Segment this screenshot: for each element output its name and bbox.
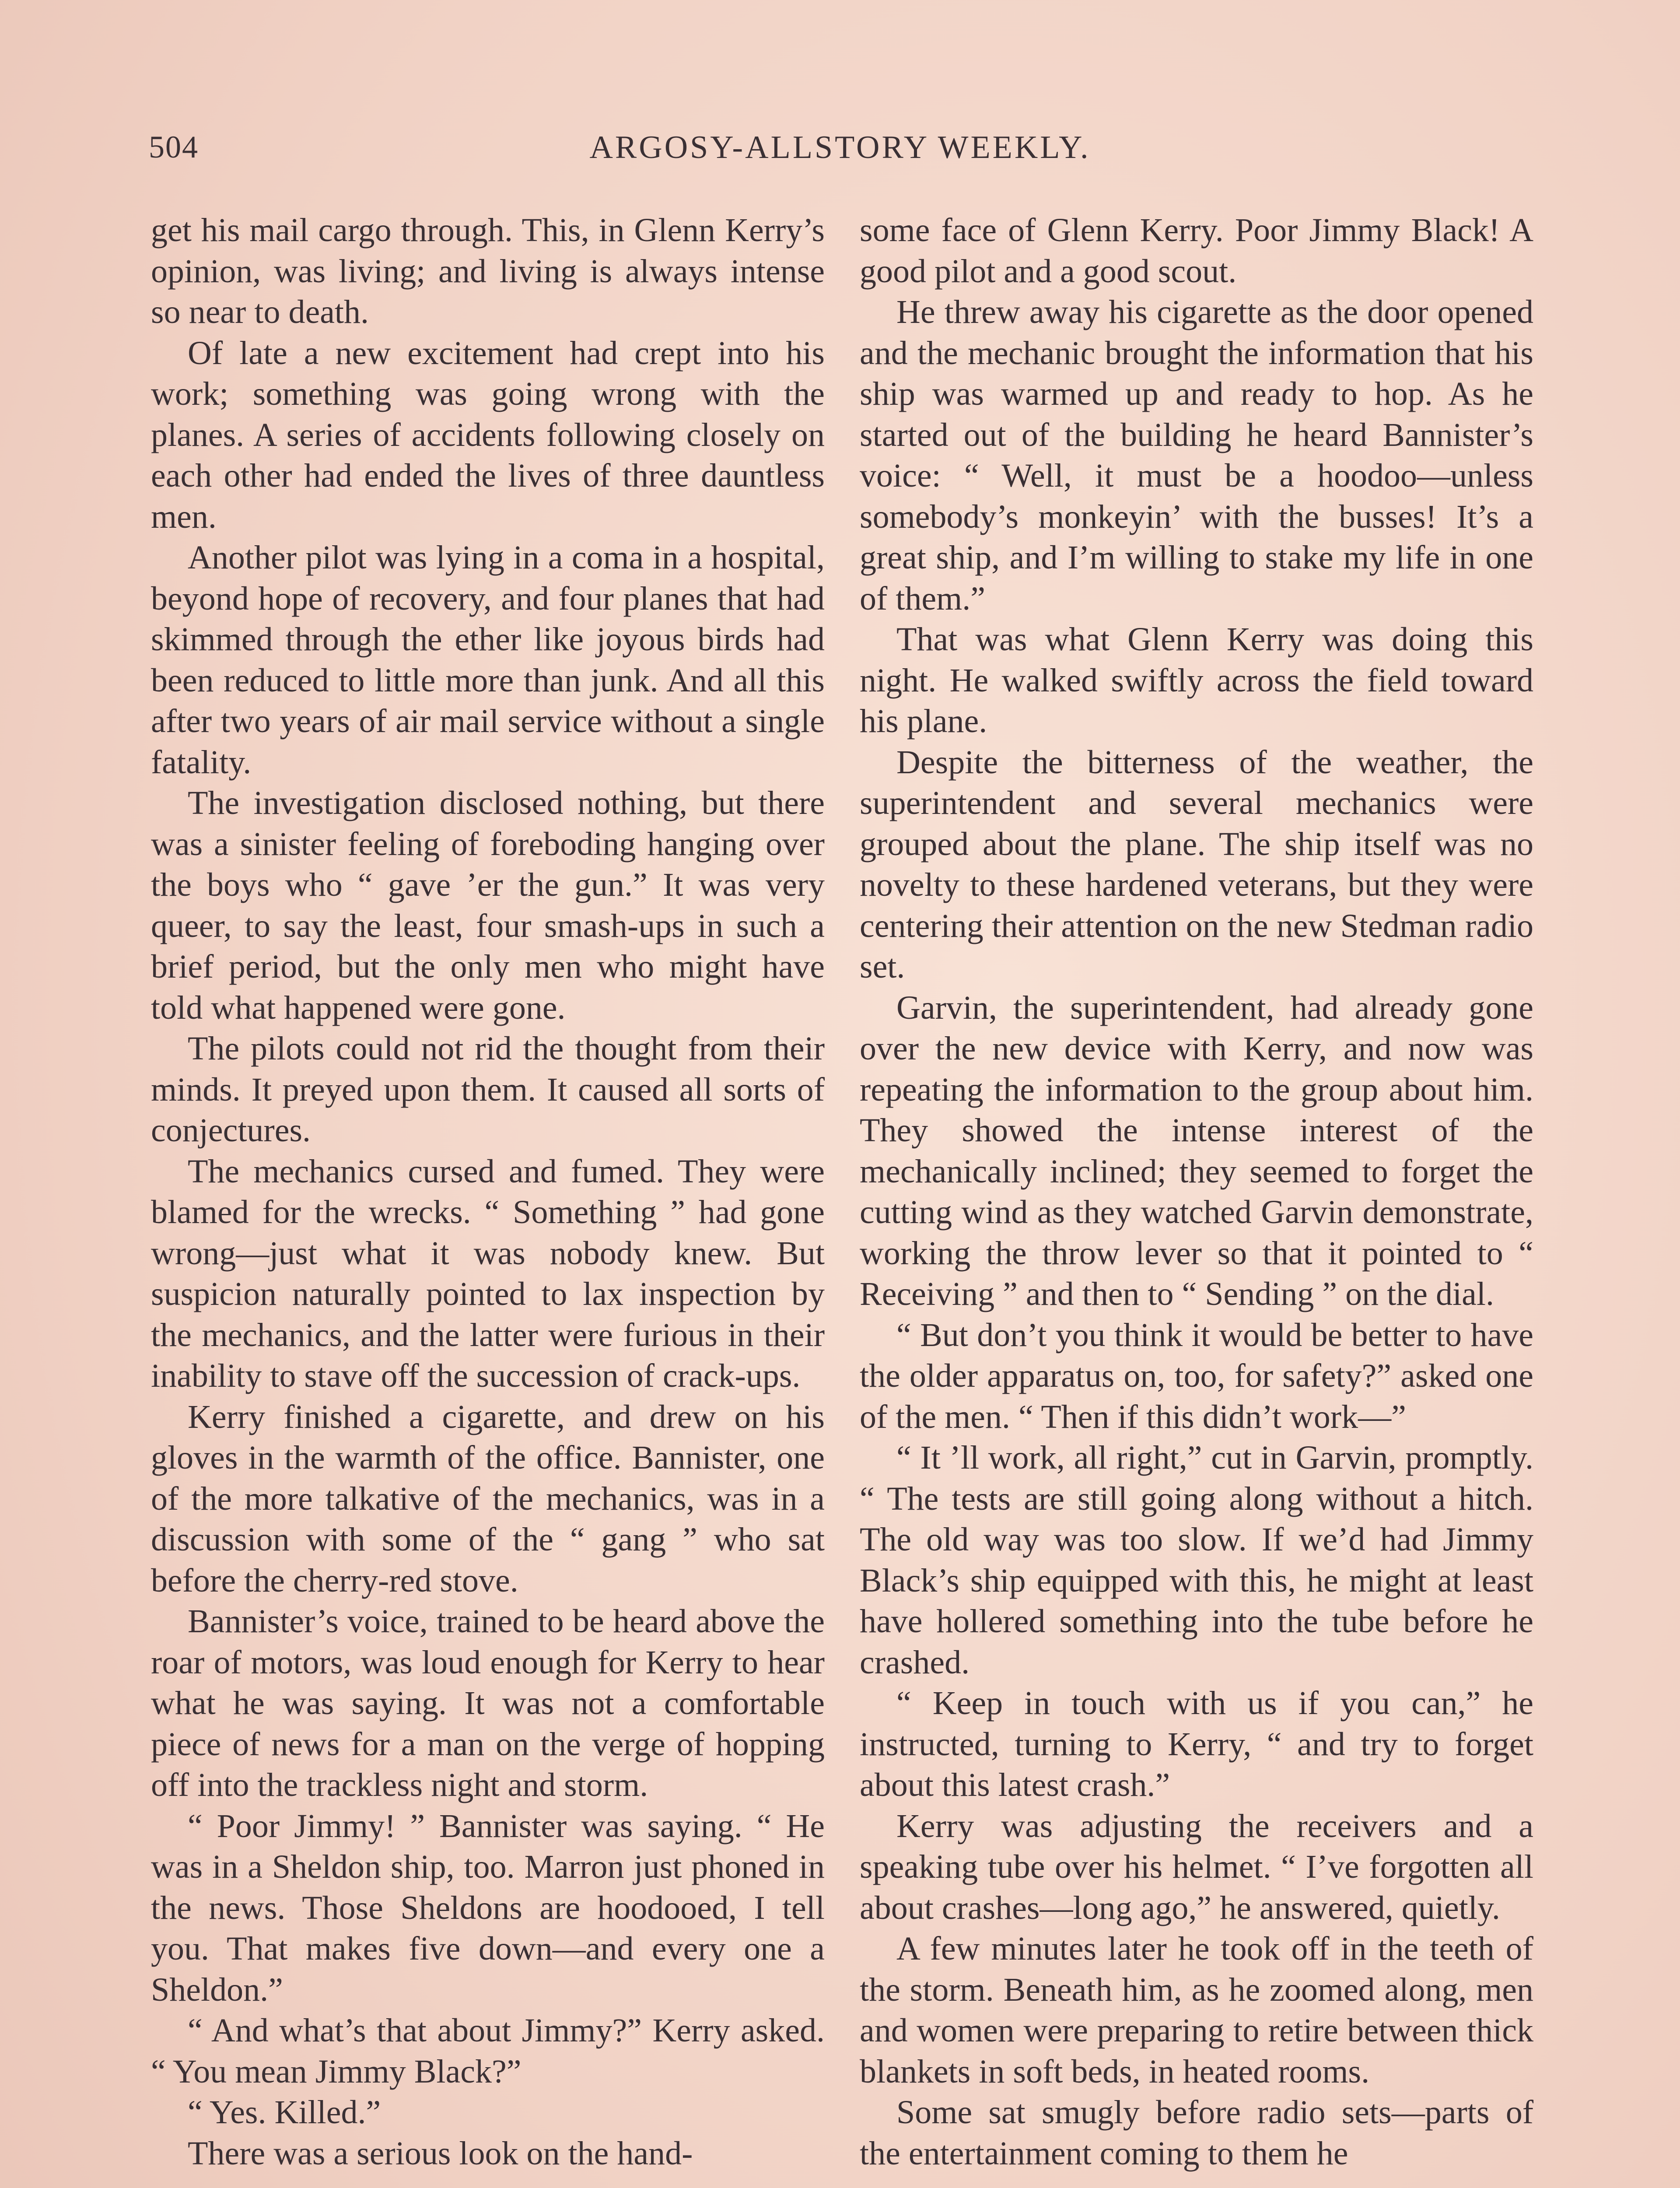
paragraph: get his mail cargo through. This, in Glenn Kerry’s opinion, was living; and living is always intense so near to death. xyxy=(151,212,825,330)
paragraph: The pilots could not rid the thought from their minds. It preyed upon them. It caused all sorts of conjectures. xyxy=(151,1030,825,1149)
paragraph: Bannister’s voice, trained to be heard above the roar of motors, was loud enough for Kerry to hear what he was saying. It was not a comfortable piece of news for a man on the verge of hopping off into the trackless night and storm. xyxy=(151,1603,825,1803)
page-header xyxy=(149,129,1531,177)
page-number: 504 xyxy=(149,130,199,165)
right-column xyxy=(860,210,1533,2174)
paragraph: “ But don’t you think it would be better to have the older apparatus on, too, for safety?” asked one of the men. “ Then if this didn’t work—” xyxy=(860,1316,1533,1435)
paragraph: Despite the bitterness of the weather, the superintendent and several mechanics were grouped about the plane. The ship itself was no novelty to these hardened veterans, but they were centering their attention on the new Stedman radio set. xyxy=(860,743,1533,985)
paragraph: Garvin, the superintendent, had already gone over the new device with Kerry, and now was repeating the information to the group about him. They showed the intense interest of the mechanically inclined; they seemed to forget the cutting wind as they watched Garvin demonstrate, working the throw lever so that it pointed to “ Receiving ” and then to “ Sending ” on the dial. xyxy=(860,989,1533,1312)
paragraph: “ Poor Jimmy! ” Bannister was saying. “ He was in a Sheldon ship, too. Marron just phoned in the news. Those Sheldons are hoodooed, I tell you. That makes five down—and every one a Sheldon.” xyxy=(151,1807,825,2008)
left-column xyxy=(151,210,825,2174)
paragraph: “ It ’ll work, all right,” cut in Garvin, promptly. “ The tests are still going along without a hitch. The old way was too slow. If we’d had Jimmy Black’s ship equipped with this, he might at least have hollered something into the tube before he crashed. xyxy=(860,1439,1533,1681)
paragraph: That was what Glenn Kerry was doing this night. He walked swiftly across the field toward his plane. xyxy=(860,621,1533,740)
paragraph: “ Yes. Killed.” xyxy=(188,2094,381,2131)
paragraph: Kerry was adjusting the receivers and a speaking tube over his helmet. “ I’ve forgotten all about crashes—long ago,” he answered, quietly. xyxy=(860,1807,1533,1926)
paragraph: “ Keep in touch with us if you can,” he instructed, turning to Kerry, “ and try to forget about this latest crash.” xyxy=(860,1685,1533,1803)
paragraph: “ And what’s that about Jimmy?” Kerry asked. “ You mean Jimmy Black?” xyxy=(151,2012,825,2090)
paragraph: There was a serious look on the hand- xyxy=(188,2135,693,2172)
paragraph: Some sat smugly before radio sets—parts of the entertainment coming to them he xyxy=(860,2094,1533,2172)
paragraph: some face of Glenn Kerry. Poor Jimmy Black! A good pilot and a good scout. xyxy=(860,212,1533,290)
running-head: ARGOSY-ALLSTORY WEEKLY. xyxy=(589,130,1091,165)
paragraph: Another pilot was lying in a coma in a hospital, beyond hope of recovery, and four planes that had skimmed through the ether like joyous birds had been reduced to little more than junk. And all this after two years of air mail service without a single fatality. xyxy=(151,539,825,781)
paragraph: The investigation disclosed nothing, but there was a sinister feeling of foreboding hanging over the boys who “ gave ’er the gun.” It was very queer, to say the least, four smash-ups in such a brief period, but the only men who might have told what happened were gone. xyxy=(151,785,825,1026)
paragraph: Of late a new excitement had crept into his work; something was going wrong with the planes. A series of accidents following closely on each other had ended the lives of three dauntless men. xyxy=(151,334,825,535)
paragraph: The mechanics cursed and fumed. They were blamed for the wrecks. “ Something ” had gone wrong—just what it was nobody knew. But suspicion naturally pointed to lax inspection by the mechanics, and the latter were furious in their inability to stave off the succession of crack-ups. xyxy=(151,1153,825,1394)
paragraph: Kerry finished a cigarette, and drew on his gloves in the warmth of the office. Bannister, one of the more talkative of the mechanics, was in a discussion with some of the “ gang ” who sat before the cherry-red stove. xyxy=(151,1398,825,1599)
paragraph: A few minutes later he took off in the teeth of the storm. Beneath him, as he zoomed along, men and women were preparing to retire between thick blankets in soft beds, in heated rooms. xyxy=(860,1930,1533,2090)
paragraph: He threw away his cigarette as the door opened and the mechanic brought the information that his ship was warmed up and ready to hop. As he started out of the building he heard Bannister’s voice: “ Well, it must be a hoodoo—unless somebody’s monkeyin’ with the busses! It’s a great ship, and I’m willing to stake my life in one of them.” xyxy=(860,294,1533,617)
